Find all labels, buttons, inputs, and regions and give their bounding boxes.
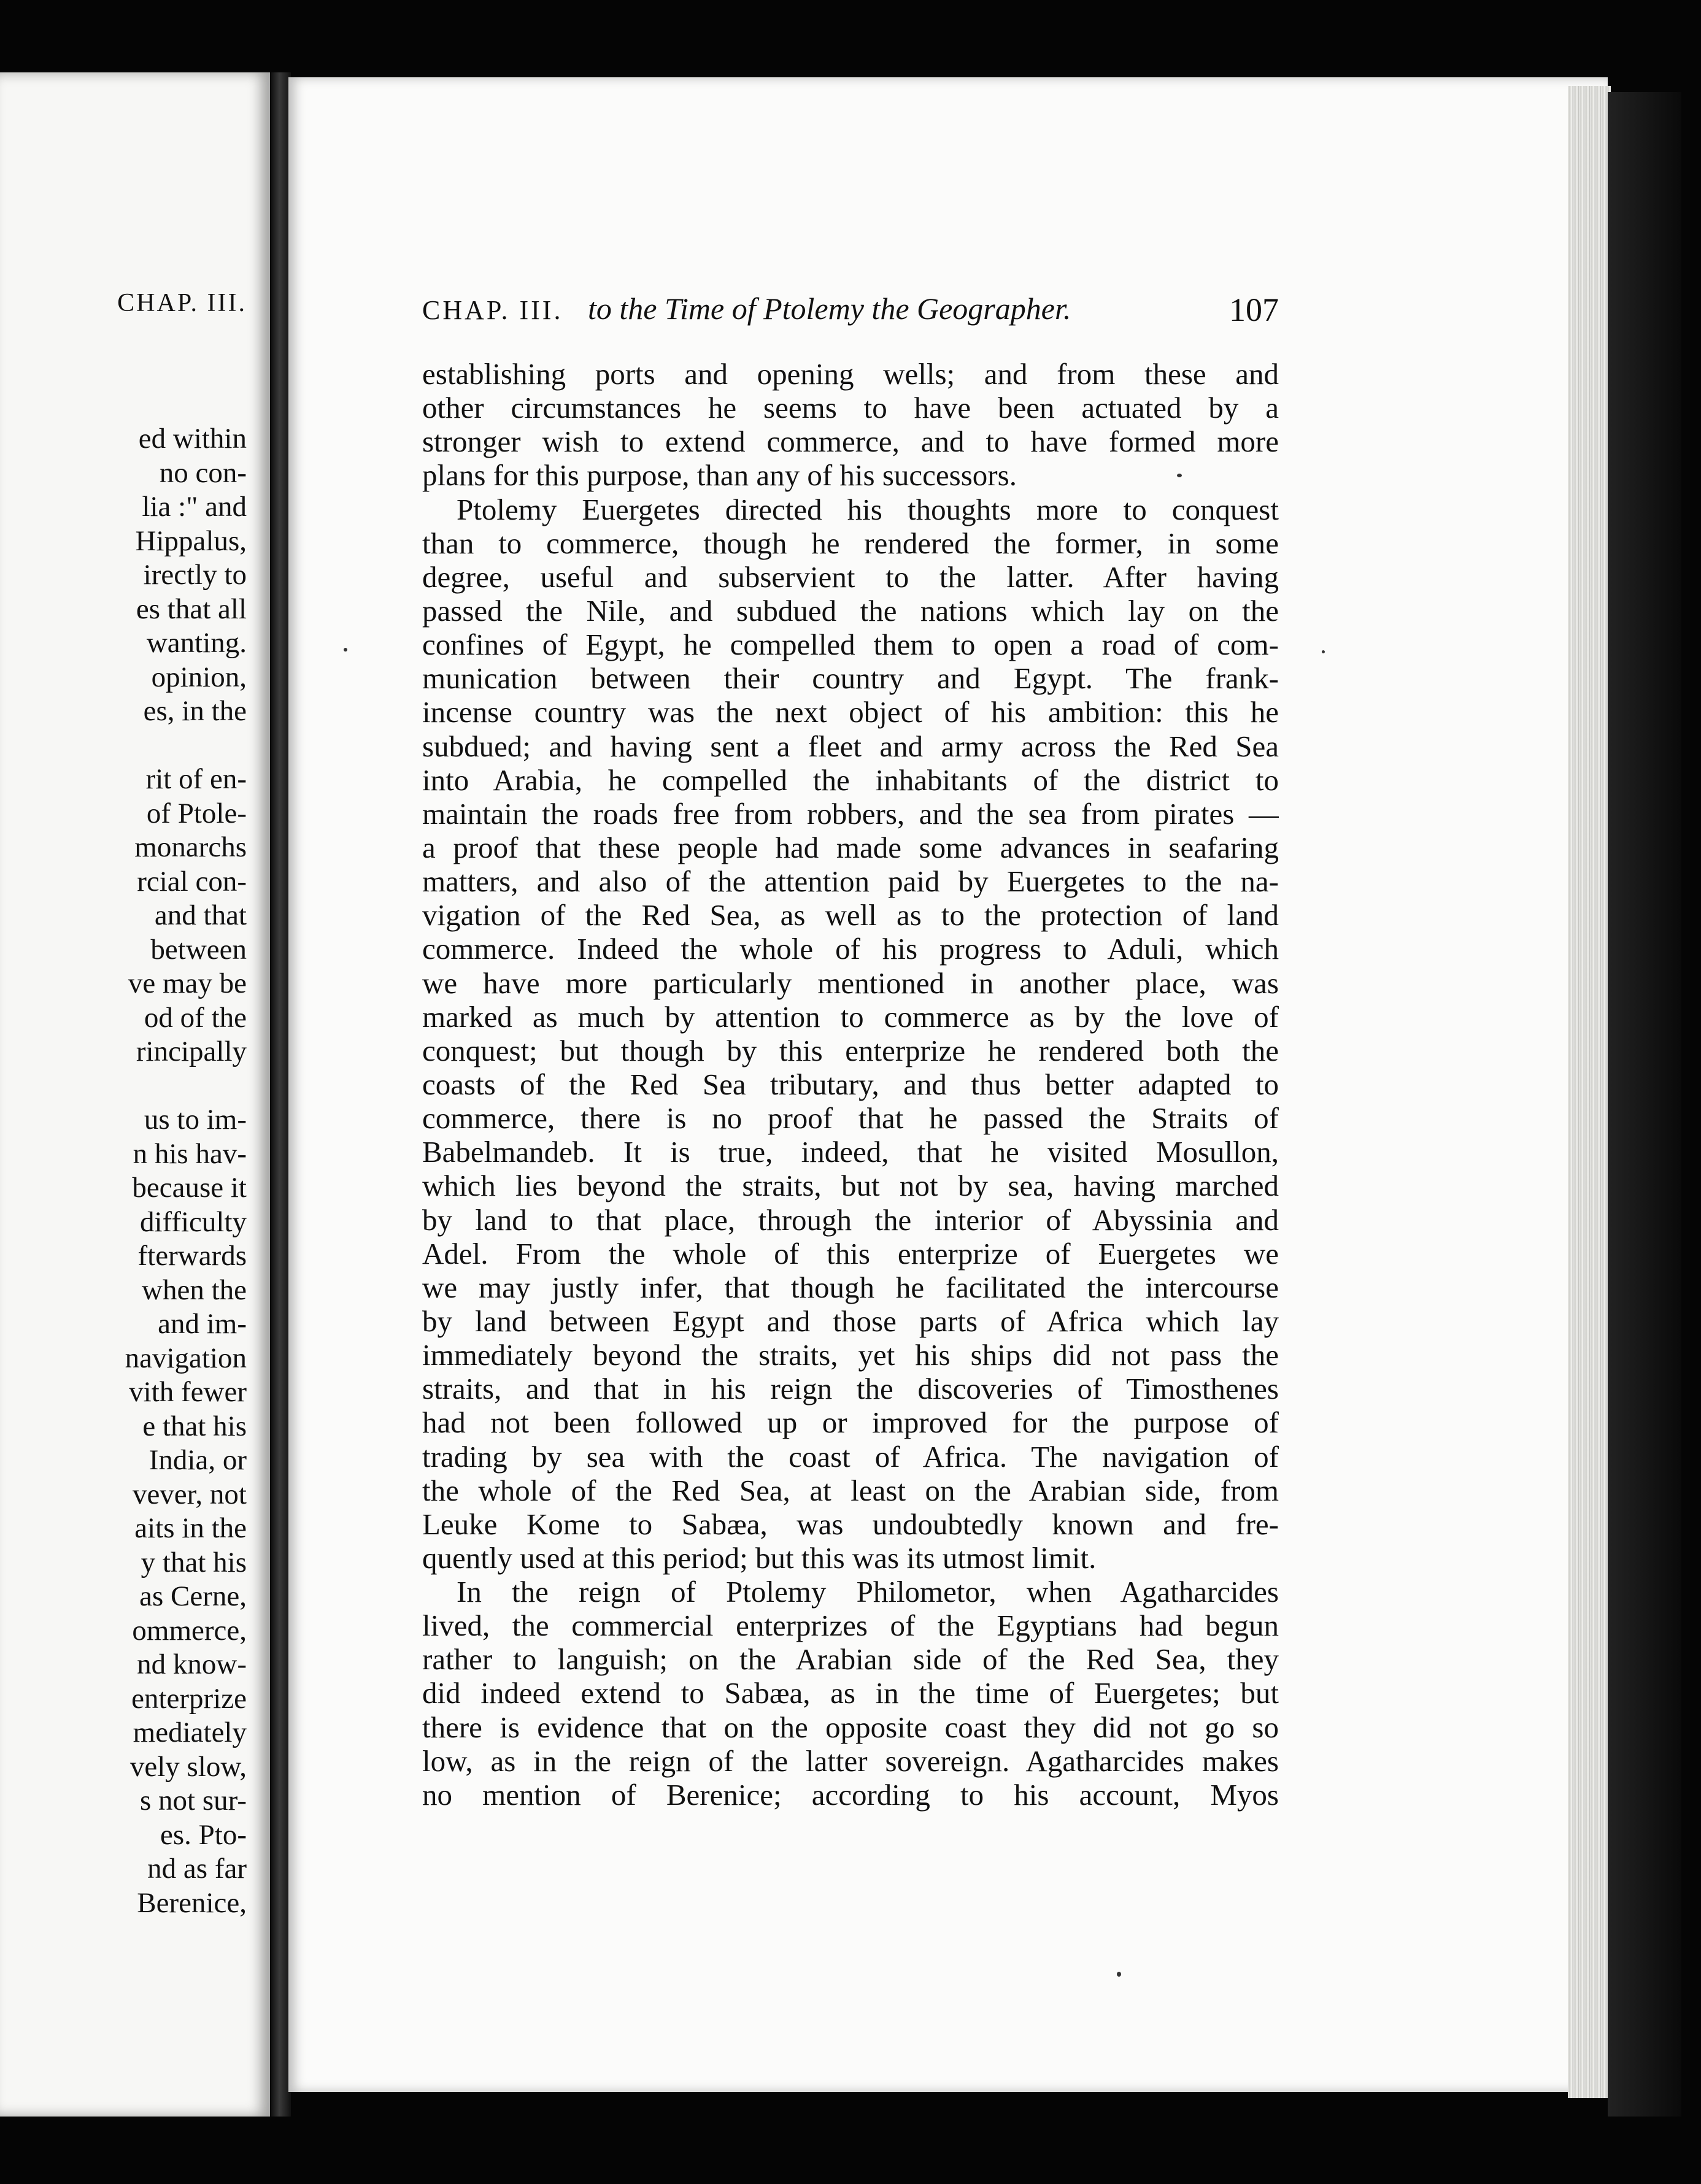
text-line: we have more particularly mentioned in another place, was <box>422 966 1279 1000</box>
left-page-text <box>0 422 247 1920</box>
text-line: by land to that place, through the interior of Abyssinia and <box>422 1202 1279 1237</box>
left-page-line: Berenice, <box>137 1886 247 1919</box>
left-page-line: rcial con- <box>137 865 247 898</box>
left-page-line: wanting. <box>146 627 247 659</box>
text-line: straits, and that in his reign the discoveries of Timosthenes <box>422 1372 1279 1406</box>
left-page-line: es that all <box>136 593 247 625</box>
text-line: subdued; and having sent a fleet and army across the Red Sea <box>422 729 1279 763</box>
left-page-line: es, in the <box>143 695 247 727</box>
text-line: incense country was the next object of his ambition: this he <box>422 695 1279 729</box>
text-line: plans for this purpose, than any of his successors. <box>422 458 1017 493</box>
left-page-line <box>0 1069 247 1104</box>
page-number: 107 <box>1229 291 1279 328</box>
text-line: the whole of the Red Sea, at least on the Arabian side, from <box>422 1473 1279 1507</box>
left-page-line: s not sur- <box>139 1785 247 1817</box>
text-line: low, as in the reign of the latter sovereign. Agatharcides makes <box>422 1744 1279 1778</box>
text-line: commerce, there is no proof that he passed the Straits of <box>422 1101 1279 1136</box>
paper-speck <box>344 648 347 652</box>
left-page <box>0 72 270 2117</box>
left-page-line: and that <box>154 899 247 931</box>
paper-speck <box>1322 650 1325 653</box>
left-page-line: od of the <box>144 1001 247 1034</box>
text-line: rather to languish; on the Arabian side of the Red Sea, they <box>422 1642 1279 1677</box>
left-page-line: when the <box>142 1274 247 1306</box>
text-line: conquest; but though by this enterprize he rendered both the <box>422 1033 1279 1067</box>
text-line: quently used at this period; but this was its utmost limit. <box>422 1540 1097 1575</box>
running-header <box>422 291 1281 334</box>
left-page-line: ommerce, <box>132 1614 247 1647</box>
text-line: confines of Egypt, he compelled them to open a road of com- <box>422 628 1279 662</box>
left-page-line: irectly to <box>143 559 247 591</box>
text-line: lived, the commercial enterprizes of the Egyptians had begun <box>422 1609 1279 1643</box>
left-page-line: lia :" and <box>142 491 247 523</box>
left-page-line <box>0 729 247 763</box>
running-title: to the Time of Ptolemy the Geographer. <box>588 291 1071 326</box>
left-page-line: vely slow, <box>129 1750 247 1783</box>
text-line: into Arabia, he compelled the inhabitants of the district to <box>422 763 1279 797</box>
text-line: which lies beyond the straits, but not by sea, having marched <box>422 1169 1279 1203</box>
left-page-line: because it <box>132 1172 247 1204</box>
paper-speck <box>1177 474 1182 477</box>
left-page-line: nd know- <box>137 1648 247 1680</box>
text-line: there is evidence that on the opposite coast they did not go so <box>422 1710 1279 1744</box>
text-line: did indeed extend to Sabæa, as in the time of Euergetes; but <box>422 1676 1279 1710</box>
left-page-line: no con- <box>159 456 247 489</box>
left-page-line: vith fewer <box>129 1376 247 1408</box>
text-line: In the reign of Ptolemy Philometor, when Agatharcides <box>457 1575 1279 1609</box>
text-line: matters, and also of the attention paid by Euergetes to the na- <box>422 864 1279 899</box>
left-page-line: monarchs <box>134 831 247 863</box>
left-page-line: as Cerne, <box>139 1580 247 1612</box>
left-page-line: mediately <box>133 1717 247 1748</box>
text-line: other circumstances he seems to have been actuated by a <box>422 391 1279 425</box>
left-page-line: rincipally <box>136 1036 247 1067</box>
text-line: vigation of the Red Sea, as well as to the protection of land <box>422 898 1279 932</box>
text-line: munication between their country and Egypt. The frank- <box>422 661 1279 696</box>
text-line: had not been followed up or improved for the purpose of <box>422 1405 1279 1440</box>
text-line: passed the Nile, and subdued the nations which lay on the <box>422 593 1279 628</box>
left-page-line: rit of en- <box>145 763 247 795</box>
text-line: degree, useful and subservient to the latter. After having <box>422 559 1279 594</box>
left-page-line: es. Pto- <box>160 1818 247 1851</box>
text-line: Adel. From the whole of this enterprize of Euergetes we <box>422 1236 1279 1271</box>
left-page-line: difficulty <box>139 1205 247 1238</box>
left-page-line: and im- <box>158 1308 247 1340</box>
left-page-line: of Ptole- <box>146 797 247 829</box>
left-page-line: enterprize <box>131 1682 247 1715</box>
left-page-line: n his hav- <box>133 1137 247 1170</box>
text-line: stronger wish to extend commerce, and to have formed more <box>422 425 1279 459</box>
paper-speck <box>1117 1972 1121 1977</box>
text-line: immediately beyond the straits, yet his ships did not pass the <box>422 1338 1279 1372</box>
left-page-line: between <box>150 933 247 966</box>
text-line: we may justly infer, that though he facilitated the intercourse <box>422 1270 1279 1304</box>
text-line: Leuke Kome to Sabæa, was undoubtedly known and fre- <box>422 1507 1279 1541</box>
left-page-line: e that his <box>142 1410 247 1442</box>
left-page-line: nd as far <box>147 1853 247 1885</box>
left-page-line: ve may be <box>128 967 247 999</box>
left-page-line: vever, not <box>132 1478 247 1510</box>
left-page-line: India, or <box>148 1444 247 1476</box>
chapter-label: CHAP. III. <box>422 295 563 325</box>
left-page-line: aits in the <box>134 1512 247 1544</box>
body-text <box>422 357 1279 1812</box>
text-line: Ptolemy Euergetes directed his thoughts more to conquest <box>457 492 1279 526</box>
left-page-header: CHAP. III. <box>117 289 247 317</box>
left-page-line: y that his <box>141 1546 247 1578</box>
text-line: by land between Egypt and those parts of Africa which lay <box>422 1304 1279 1338</box>
text-line: no mention of Berenice; according to his account, Myos <box>422 1777 1279 1812</box>
text-line: than to commerce, though he rendered the former, in some <box>422 526 1279 560</box>
left-page-line: fterwards <box>137 1240 247 1272</box>
text-line: coasts of the Red Sea tributary, and thus better adapted to <box>422 1067 1279 1101</box>
text-line: trading by sea with the coast of Africa. The navigation of <box>422 1439 1279 1474</box>
text-line: commerce. Indeed the whole of his progress to Aduli, which <box>422 932 1279 966</box>
text-line: marked as much by attention to commerce as by the love of <box>422 999 1279 1034</box>
left-page-line: navigation <box>125 1342 247 1374</box>
page-shadow <box>1608 92 1681 2117</box>
book-gutter <box>270 72 291 2117</box>
left-page-line: us to im- <box>144 1104 247 1136</box>
text-line: Babelmandeb. It is true, indeed, that he visited Mosullon, <box>422 1135 1279 1169</box>
left-page-line: Hippalus, <box>135 525 247 557</box>
text-line: maintain the roads free from robbers, and the sea from pirates — <box>422 796 1279 831</box>
left-page-line: ed within <box>138 423 247 455</box>
page-edges <box>1568 86 1611 2098</box>
left-page-line: opinion, <box>151 661 247 693</box>
text-line: a proof that these people had made some advances in seafaring <box>422 830 1279 864</box>
text-line: establishing ports and opening wells; and from these and <box>422 357 1279 391</box>
